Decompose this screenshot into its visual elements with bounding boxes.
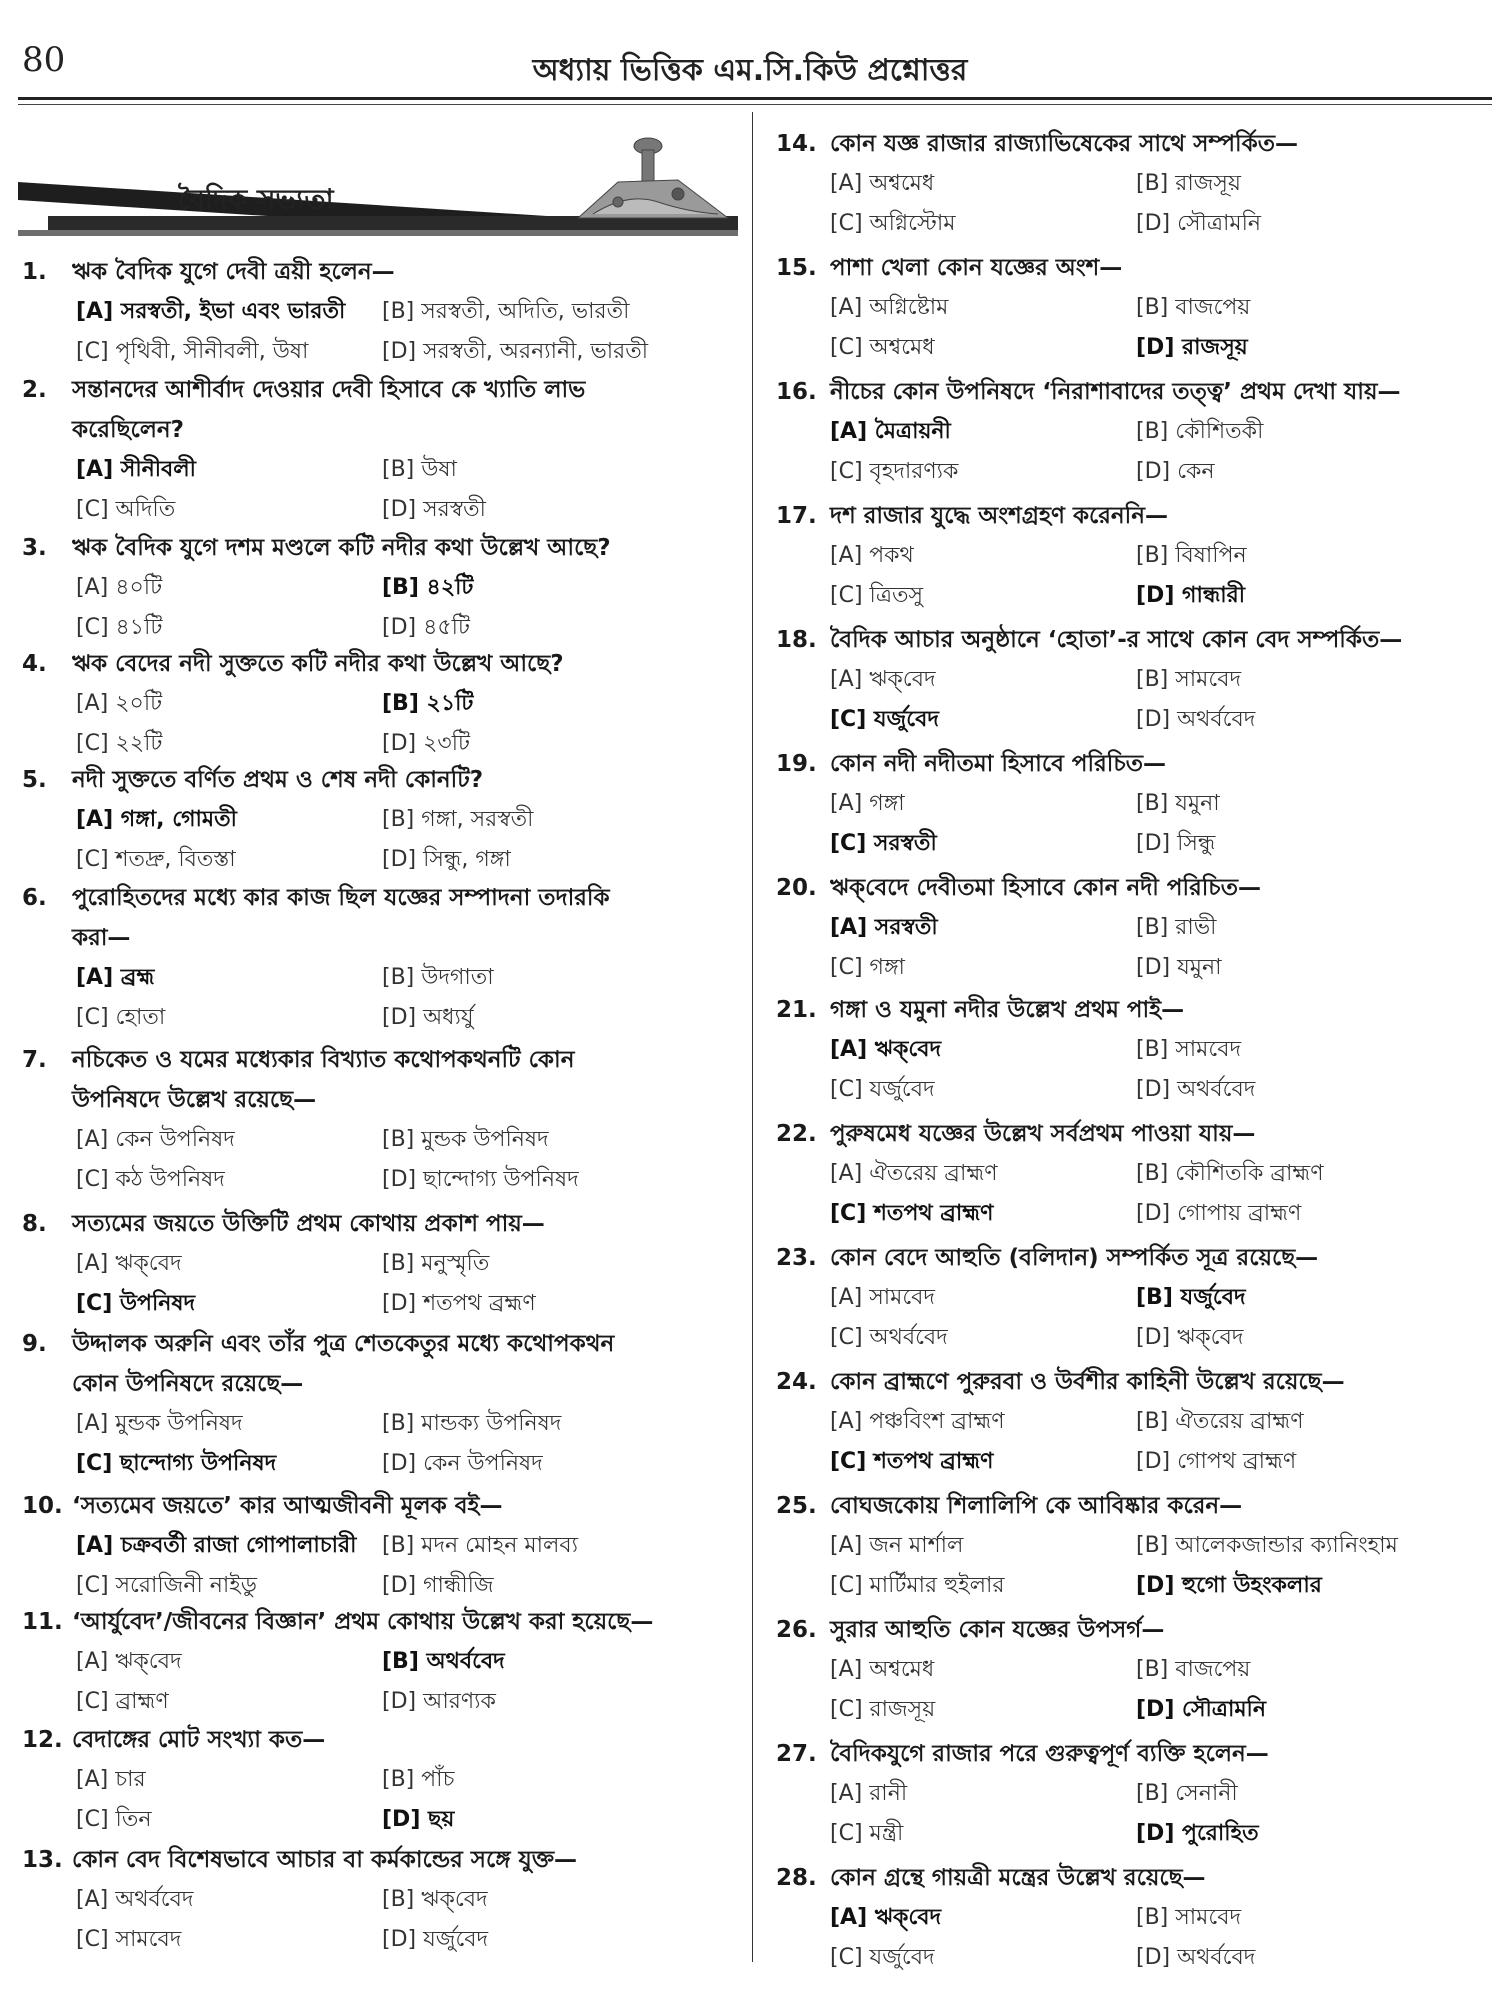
option-b: [B] কৌশিতকি ব্রাহ্মণ <box>1136 1161 1324 1186</box>
option-c: [C] শতপথ ব্রাহ্মণ <box>830 1201 994 1226</box>
option-c: [C] অথর্ববেদ <box>830 1325 948 1350</box>
question-number: 1. <box>22 259 47 285</box>
question-text: পুরুষমেধ যজ্ঞের উল্লেখ সর্বপ্রথম পাওয়া যায়— <box>830 1121 1256 1147</box>
option-a: [A] মুন্ডক উপনিষদ <box>76 1411 243 1436</box>
option-c: [C] মার্টিমার হুইলার <box>830 1573 1005 1598</box>
option-c: [C] যর্জুবেদ <box>830 707 939 732</box>
question-number: 12. <box>22 1727 63 1753</box>
question-number: 20. <box>776 875 817 901</box>
page-number: 80 <box>22 40 66 80</box>
option-a: [A] পঞ্চবিংশ ব্রাহ্মণ <box>830 1409 1005 1434</box>
option-a: [A] ঋক্‌বেদ <box>830 1037 942 1062</box>
question-text: ঋক বেদের নদী সুক্ততে কটি নদীর কথা উল্লেখ আছে? <box>72 651 564 677</box>
question-number: 19. <box>776 751 817 777</box>
option-a: [A] পকথ <box>830 543 914 568</box>
option-b: [B] ৪২টি <box>382 575 474 600</box>
question-number: 10. <box>22 1493 63 1519</box>
question-text: উপনিষদে উল্লেখ রয়েছে— <box>72 1087 317 1113</box>
option-d: [D] গান্ধারী <box>1136 583 1246 608</box>
option-c: [C] ছান্দোগ্য উপনিষদ <box>76 1451 277 1476</box>
option-c: [C] অগ্নিস্টোম <box>830 211 956 236</box>
option-b: [B] ঋক্‌বেদ <box>382 1887 488 1912</box>
option-c: [C] পৃথিবী, সীনীবলী, উষা <box>76 339 309 364</box>
option-d: [D] সরস্বতী <box>382 497 486 522</box>
question-text: নদী সুক্ততে বর্ণিত প্রথম ও শেষ নদী কোনটি? <box>72 767 484 793</box>
question-number: 6. <box>22 885 47 911</box>
option-d: [D] কেন উপনিষদ <box>382 1451 543 1476</box>
option-b: [B] উদগাতা <box>382 965 494 990</box>
option-d: [D] রাজসূয় <box>1136 335 1248 360</box>
option-c: [C] সরস্বতী <box>830 831 937 856</box>
question-text: কোন বেদ বিশেষভাবে আচার বা কর্মকান্ডের সঙ্গে যুক্ত— <box>72 1847 578 1873</box>
option-d: [D] ২৩টি <box>382 731 470 756</box>
option-b: [B] গঙ্গা, সরস্বতী <box>382 807 534 832</box>
option-d: [D] গোপথ ব্রাহ্মণ <box>1136 1449 1297 1474</box>
question-number: 26. <box>776 1617 817 1643</box>
option-c: [C] ব্রাহ্মণ <box>76 1689 169 1714</box>
option-d: [D] গান্ধীজি <box>382 1573 494 1598</box>
option-b: [B] সামবেদ <box>1136 1037 1242 1062</box>
question-text: করা— <box>72 925 131 951</box>
option-a: [A] ৪০টি <box>76 575 163 600</box>
question-text: উদ্দালক অরুনি এবং তাঁর পুত্র শেতকেতুর মধ্যে কথোপকথন <box>72 1331 615 1357</box>
question-number: 14. <box>776 131 817 157</box>
option-c: [C] সরোজিনী নাইডু <box>76 1573 257 1598</box>
option-c: [C] যর্জুবেদ <box>830 1077 935 1102</box>
question-text: ‘সত্যমেব জয়তে’ কার আত্মজীবনী মূলক বই— <box>72 1493 503 1519</box>
question-number: 25. <box>776 1493 817 1519</box>
question-text: পাশা খেলা কোন যজ্ঞের অংশ— <box>830 255 1123 281</box>
question-text: ঋক বৈদিক যুগে দেবী ত্রয়ী হলেন— <box>72 259 395 285</box>
option-b: [B] যর্জুবেদ <box>1136 1285 1246 1310</box>
option-d: [D] অথর্ববেদ <box>1136 1945 1256 1970</box>
section-banner <box>18 122 738 244</box>
option-a: [A] সরস্বতী, ইভা এবং ভারতী <box>76 299 346 324</box>
question-number: 13. <box>22 1847 63 1873</box>
option-c: [C] অদিতি <box>76 497 176 522</box>
question-text: কোন ব্রাহ্মণে পুরুরবা ও উর্বশীর কাহিনী উল্লেখ রয়েছে— <box>830 1369 1345 1395</box>
question-number: 11. <box>22 1609 63 1635</box>
question-number: 2. <box>22 377 47 403</box>
question-number: 4. <box>22 651 47 677</box>
question-text: বোঘজকোয় শিলালিপি কে আবিষ্কার করেন— <box>830 1493 1243 1519</box>
option-d: [D] অথর্ববেদ <box>1136 707 1256 732</box>
question-number: 7. <box>22 1047 47 1073</box>
option-d: [D] সিন্ধু, গঙ্গা <box>382 847 511 872</box>
question-text: নচিকেত ও যমের মধ্যেকার বিখ্যাত কথোপকথনটি কোন <box>72 1047 575 1073</box>
option-b: [B] মদন মোহন মালব্য <box>382 1533 578 1558</box>
option-b: [B] সরস্বতী, অদিতি, ভারতী <box>382 299 630 324</box>
banner-graphic <box>18 122 738 244</box>
option-c: [C] হোতা <box>76 1005 166 1030</box>
question-text: কোন যজ্ঞ রাজার রাজ্যাভিষেকের সাথে সম্পর্কিত— <box>830 131 1298 157</box>
option-c: [C] উপনিষদ <box>76 1291 196 1316</box>
option-d: [D] অথর্ববেদ <box>1136 1077 1256 1102</box>
option-b: [B] পাঁচ <box>382 1767 455 1792</box>
option-d: [D] কেন <box>1136 459 1215 484</box>
option-b: [B] রাভী <box>1136 915 1217 940</box>
option-c: [C] ৪১টি <box>76 615 163 640</box>
option-c: [C] অশ্বমেধ <box>830 335 935 360</box>
option-c: [C] কঠ উপনিষদ <box>76 1167 225 1192</box>
question-text: ‘আর্যুবেদ’/জীবনের বিজ্ঞান’ প্রথম কোথায় উল্লেখ করা হয়েছে— <box>72 1609 654 1635</box>
question-text: সন্তানদের আশীর্বাদ দেওয়ার দেবী হিসাবে কে খ্যাতি লাভ <box>72 377 586 403</box>
question-number: 15. <box>776 255 817 281</box>
option-b: [B] উষা <box>382 457 457 482</box>
question-number: 22. <box>776 1121 817 1147</box>
option-d: [D] গোপায় ব্রাহ্মণ <box>1136 1201 1302 1226</box>
option-a: [A] চক্রবর্তী রাজা গোপালাচারী <box>76 1533 357 1558</box>
option-a: [A] অগ্নিষ্টোম <box>830 295 949 320</box>
option-d: [D] অধ্যর্যু <box>382 1005 474 1030</box>
question-number: 8. <box>22 1211 47 1237</box>
question-number: 3. <box>22 535 47 561</box>
question-number: 27. <box>776 1741 817 1767</box>
option-d: [D] ছয় <box>382 1807 455 1832</box>
option-b: [B] সামবেদ <box>1136 667 1242 692</box>
page-title: অধ্যায় ভিত্তিক এম.সি.কিউ প্রশ্নোত্তর <box>532 53 968 88</box>
question-number: 9. <box>22 1331 47 1357</box>
option-c: [C] বৃহদারণ্যক <box>830 459 959 484</box>
question-text: কোন উপনিষদে রয়েছে— <box>72 1371 304 1397</box>
question-text: নীচের কোন উপনিষদে ‘নিরাশাবাদের তত্ত্ব’ প্রথম দেখা যায়— <box>830 379 1401 405</box>
option-b: [B] মনুস্মৃতি <box>382 1251 490 1276</box>
option-b: [B] মান্ডক্য উপনিষদ <box>382 1411 562 1436</box>
option-a: [A] গঙ্গা <box>830 791 905 816</box>
page-header <box>0 0 1500 100</box>
option-a: [A] রানী <box>830 1781 908 1806</box>
option-b: [B] রাজসূয় <box>1136 171 1241 196</box>
question-text: সুরার আহুতি কোন যজ্ঞের উপসর্গ— <box>830 1617 1165 1643</box>
option-d: [D] ৪৫টি <box>382 615 470 640</box>
option-c: [C] ২২টি <box>76 731 163 756</box>
option-c: [C] শতদ্রু, বিতস্তা <box>76 847 236 872</box>
option-d: [D] ছান্দোগ্য উপনিষদ <box>382 1167 579 1192</box>
question-text: করেছিলেন? <box>72 417 184 443</box>
question-number: 23. <box>776 1245 817 1271</box>
option-b: [B] আলেকজান্ডার ক্যানিংহাম <box>1136 1533 1398 1558</box>
option-b: [B] সামবেদ <box>1136 1905 1242 1930</box>
question-text: বেদাঙ্গের মোট সংখ্যা কত— <box>72 1727 326 1753</box>
option-c: [C] মন্ত্রী <box>830 1821 904 1846</box>
question-number: 21. <box>776 997 817 1023</box>
option-c: [C] গঙ্গা <box>830 955 905 980</box>
option-b: [B] অথর্ববেদ <box>382 1649 505 1674</box>
question-number: 16. <box>776 379 817 405</box>
question-text: কোন বেদে আহুতি (বলিদান) সম্পর্কিত সূত্র রয়েছে— <box>830 1245 1319 1271</box>
option-a: [A] ঋক্‌বেদ <box>830 667 936 692</box>
question-number: 24. <box>776 1369 817 1395</box>
question-number: 28. <box>776 1865 817 1891</box>
option-b: [B] মুন্ডক উপনিষদ <box>382 1127 549 1152</box>
option-a: [A] ঐতরেয় ব্রাহ্মণ <box>830 1161 998 1186</box>
question-text: গঙ্গা ও যমুনা নদীর উল্লেখ প্রথম পাই— <box>830 997 1185 1023</box>
option-a: [A] চার <box>76 1767 146 1792</box>
option-a: [A] কেন উপনিষদ <box>76 1127 235 1152</box>
option-a: [A] গঙ্গা, গোমতী <box>76 807 237 832</box>
option-a: [A] ব্রহ্ম <box>76 965 155 990</box>
question-text: বৈদিকযুগে রাজার পরে গুরুত্বপূর্ণ ব্যক্তি হলেন— <box>830 1741 1269 1767</box>
option-a: [A] অশ্বমেধ <box>830 1657 935 1682</box>
question-text: ঋক বৈদিক যুগে দশম মণ্ডলে কটি নদীর কথা উল্লেখ আছে? <box>72 535 611 561</box>
option-d: [D] সৌত্রামনি <box>1136 1697 1266 1722</box>
option-d: [D] ঋক্‌বেদ <box>1136 1325 1244 1350</box>
question-text: কোন নদী নদীতমা হিসাবে পরিচিত— <box>830 751 1166 777</box>
option-d: [D] যমুনা <box>1136 955 1222 980</box>
option-a: [A] ২০টি <box>76 691 163 716</box>
question-text: দশ রাজার যুদ্ধে অংশগ্রহণ করেননি— <box>830 503 1168 529</box>
option-b: [B] বাজপেয় <box>1136 1657 1251 1682</box>
option-b: [B] ঐতরেয় ব্রাহ্মণ <box>1136 1409 1304 1434</box>
option-a: [A] সামবেদ <box>830 1285 935 1310</box>
option-b: [B] কৌশিতকী <box>1136 419 1264 444</box>
question-number: 5. <box>22 767 47 793</box>
option-c: [C] শতপথ ব্রাহ্মণ <box>830 1449 994 1474</box>
option-b: [B] বাজপেয় <box>1136 295 1251 320</box>
option-a: [A] অথর্ববেদ <box>76 1887 194 1912</box>
option-c: [C] যর্জুবেদ <box>830 1945 935 1970</box>
column-divider <box>752 112 753 1962</box>
temple-illustration-icon <box>578 138 728 218</box>
option-a: [A] মৈত্রায়নী <box>830 419 951 444</box>
option-a: [A] জন মার্শাল <box>830 1533 964 1558</box>
question-text: পুরোহিতদের মধ্যে কার কাজ ছিল যজ্ঞের সম্পাদনা তদারকি <box>72 885 610 911</box>
option-d: [D] শতপথ ব্রহ্মণ <box>382 1291 536 1316</box>
option-d: [D] সিন্ধু <box>1136 831 1216 856</box>
option-d: [D] হুগো উহংকলার <box>1136 1573 1322 1598</box>
option-c: [C] রাজসূয় <box>830 1697 936 1722</box>
option-b: [B] সেনানী <box>1136 1781 1238 1806</box>
question-text: বৈদিক আচার অনুষ্ঠানে ‘হোতা’-র সাথে কোন বেদ সম্পর্কিত— <box>830 627 1403 653</box>
option-c: [C] সামবেদ <box>76 1927 182 1952</box>
header-rule <box>18 97 1492 100</box>
option-c: [C] তিন <box>76 1807 152 1832</box>
option-d: [D] সৌত্রামনি <box>1136 211 1262 236</box>
option-c: [C] ত্রিতসু <box>830 583 924 608</box>
option-d: [D] সরস্বতী, অরন্যানী, ভারতী <box>382 339 649 364</box>
option-d: [D] যর্জুবেদ <box>382 1927 489 1952</box>
option-b: [B] যমুনা <box>1136 791 1220 816</box>
option-a: [A] সীনীবলী <box>76 457 196 482</box>
question-text: ঋক্‌বেদে দেবীতমা হিসাবে কোন নদী পরিচিত— <box>830 875 1261 901</box>
header-rule-thin <box>18 104 1492 105</box>
option-b: [B] ২১টি <box>382 691 474 716</box>
option-a: [A] ঋক্‌বেদ <box>76 1251 182 1276</box>
option-a: [A] ঋক্‌বেদ <box>830 1905 942 1930</box>
question-text: সত্যমের জয়তে উক্তিটি প্রথম কোথায় প্রকাশ পায়— <box>72 1211 545 1237</box>
option-d: [D] পুরোহিত <box>1136 1821 1259 1846</box>
question-text: কোন গ্রন্থে গায়ত্রী মন্ত্রের উল্লেখ রয়েছে— <box>830 1865 1206 1891</box>
question-number: 17. <box>776 503 817 529</box>
option-d: [D] আরণ্যক <box>382 1689 496 1714</box>
section-title: বৈদিক সভ্যতা <box>178 183 334 216</box>
option-b: [B] বিষাপিন <box>1136 543 1247 568</box>
option-a: [A] সরস্বতী <box>830 915 938 940</box>
option-a: [A] অশ্বমেধ <box>830 171 935 196</box>
option-a: [A] ঋক্‌বেদ <box>76 1649 182 1674</box>
question-number: 18. <box>776 627 817 653</box>
